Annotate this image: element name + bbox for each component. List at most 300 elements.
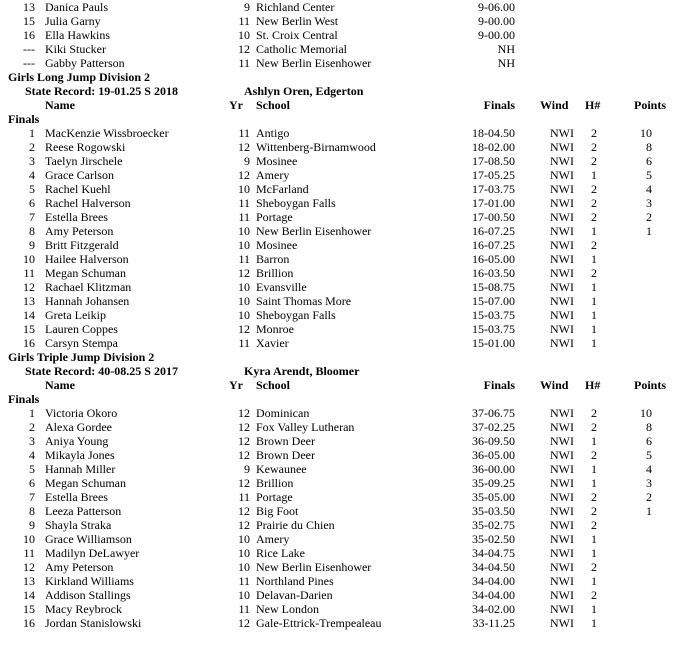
result-row — [0, 336, 675, 350]
result-row — [0, 574, 675, 588]
points: 5 — [646, 168, 652, 182]
wind: NWI — [550, 448, 574, 462]
grade-year: 9 — [244, 0, 250, 14]
wind: NWI — [550, 490, 574, 504]
final-mark: 15-01.00 — [472, 336, 515, 350]
final-mark: 16-07.25 — [472, 238, 515, 252]
heat-number: 2 — [591, 490, 597, 504]
result-row — [0, 168, 675, 182]
points: 6 — [646, 434, 652, 448]
final-mark: 35-02.50 — [472, 532, 515, 546]
result-row — [0, 546, 675, 560]
school-name: Gale-Ettrick-Trempealeau — [256, 616, 382, 630]
final-mark: 9-00.00 — [478, 28, 515, 42]
athlete-name: Estella Brees — [45, 490, 108, 504]
school-name: Evansville — [256, 280, 307, 294]
result-row — [0, 140, 675, 154]
athlete-name: Megan Schuman — [45, 476, 126, 490]
place: 11 — [23, 266, 35, 280]
grade-year: 9 — [244, 462, 250, 476]
points: 6 — [646, 154, 652, 168]
heat-number: 2 — [591, 504, 597, 518]
place: 6 — [29, 196, 35, 210]
grade-year: 11 — [238, 574, 250, 588]
school-name: Sheboygan Falls — [256, 196, 336, 210]
heat-number: 1 — [591, 532, 597, 546]
final-mark: NH — [497, 56, 515, 70]
wind: NWI — [550, 602, 574, 616]
heat-number: 1 — [591, 546, 597, 560]
athlete-name: Carsyn Stempa — [45, 336, 118, 350]
wind: NWI — [550, 420, 574, 434]
wind: NWI — [550, 574, 574, 588]
grade-year: 11 — [238, 602, 250, 616]
points: 1 — [646, 504, 652, 518]
result-row — [0, 560, 675, 574]
grade-year: 12 — [238, 266, 250, 280]
heat-number: 2 — [591, 196, 597, 210]
result-row — [0, 616, 675, 630]
school-name: Portage — [256, 210, 293, 224]
wind: NWI — [550, 476, 574, 490]
place: 3 — [29, 434, 35, 448]
school-name: Mosinee — [256, 154, 298, 168]
heat-number: 1 — [591, 616, 597, 630]
final-mark: 15-08.75 — [472, 280, 515, 294]
place: 5 — [29, 462, 35, 476]
final-mark: 9-06.00 — [478, 0, 515, 14]
result-row — [0, 322, 675, 336]
state-record — [0, 364, 675, 378]
athlete-name: Amy Peterson — [45, 560, 114, 574]
school-name: Brillion — [256, 266, 294, 280]
final-mark: 34-04.75 — [472, 546, 515, 560]
grade-year: 12 — [238, 434, 250, 448]
wind: NWI — [550, 322, 574, 336]
result-row — [0, 14, 675, 28]
school-name: Wittenberg-Birnamwood — [256, 140, 376, 154]
points: 10 — [640, 126, 652, 140]
result-row — [0, 210, 675, 224]
event-title — [0, 350, 675, 364]
heat-number: 1 — [591, 602, 597, 616]
result-row — [0, 154, 675, 168]
state-record — [0, 84, 675, 98]
heat-number: 1 — [591, 308, 597, 322]
points: 8 — [646, 140, 652, 154]
athlete-name: Greta Leikip — [45, 308, 106, 322]
header-yr: Yr — [229, 378, 243, 392]
result-row — [0, 476, 675, 490]
wind: NWI — [550, 546, 574, 560]
place: 7 — [29, 210, 35, 224]
place: 13 — [23, 294, 35, 308]
header-school: School — [256, 378, 291, 392]
grade-year: 12 — [238, 448, 250, 462]
header-wind: Wind — [540, 378, 569, 392]
athlete-name: Kirkland Williams — [45, 574, 134, 588]
heat-number: 1 — [591, 294, 597, 308]
grade-year: 10 — [238, 546, 250, 560]
athlete-name: Danica Pauls — [45, 0, 108, 14]
school-name: Monroe — [256, 322, 294, 336]
final-mark: 35-03.50 — [472, 504, 515, 518]
athlete-name: Hannah Miller — [45, 462, 116, 476]
athlete-name: Ella Hawkins — [45, 28, 110, 42]
place: 8 — [29, 224, 35, 238]
place: 11 — [23, 546, 35, 560]
result-row — [0, 252, 675, 266]
heat-number: 2 — [591, 406, 597, 420]
athlete-name: Megan Schuman — [45, 266, 126, 280]
result-row — [0, 238, 675, 252]
heat-number: 2 — [591, 518, 597, 532]
school-name: New Berlin Eisenhower — [256, 560, 372, 574]
heat-number: 1 — [591, 336, 597, 350]
school-name: Northland Pines — [256, 574, 334, 588]
final-mark: 17-01.00 — [472, 196, 515, 210]
grade-year: 10 — [238, 238, 250, 252]
round-label — [0, 392, 675, 406]
wind: NWI — [550, 196, 574, 210]
wind: NWI — [550, 126, 574, 140]
school-name: Dominican — [256, 406, 310, 420]
points: 3 — [646, 196, 652, 210]
grade-year: 11 — [238, 490, 250, 504]
state-record-mark: State Record: 19-01.25 S 2018 — [25, 84, 178, 98]
wind: NWI — [550, 182, 574, 196]
heat-number: 1 — [591, 574, 597, 588]
athlete-name: Gabby Patterson — [45, 56, 125, 70]
result-row — [0, 266, 675, 280]
points: 3 — [646, 476, 652, 490]
header-points: Points — [634, 378, 667, 392]
heat-number: 2 — [591, 154, 597, 168]
athlete-name: Hannah Johansen — [45, 294, 130, 308]
wind: NWI — [550, 560, 574, 574]
result-row — [0, 56, 675, 70]
header-school: School — [256, 98, 291, 112]
wind: NWI — [550, 224, 574, 238]
athlete-name: Alexa Gordee — [45, 420, 112, 434]
result-row — [0, 602, 675, 616]
heat-number: 2 — [591, 182, 597, 196]
school-name: Prairie du Chien — [256, 518, 335, 532]
grade-year: 11 — [238, 210, 250, 224]
school-name: New London — [256, 602, 319, 616]
athlete-name: Shayla Straka — [45, 518, 112, 532]
final-mark: 35-05.00 — [472, 490, 515, 504]
school-name: Portage — [256, 490, 293, 504]
final-mark: 37-02.25 — [472, 420, 515, 434]
heat-number: 2 — [591, 448, 597, 462]
result-row — [0, 182, 675, 196]
header-heat: H# — [585, 378, 601, 392]
grade-year: 12 — [238, 518, 250, 532]
points: 2 — [646, 210, 652, 224]
final-mark: 17-00.50 — [472, 210, 515, 224]
place: 10 — [23, 532, 35, 546]
grade-year: 12 — [238, 504, 250, 518]
event-title-text: Girls Long Jump Division 2 — [8, 70, 151, 84]
final-mark: 34-02.00 — [472, 602, 515, 616]
heat-number: 2 — [591, 560, 597, 574]
result-row — [0, 196, 675, 210]
grade-year: 12 — [238, 420, 250, 434]
final-mark: 34-04.50 — [472, 560, 515, 574]
place: --- — [23, 56, 35, 70]
heat-number: 1 — [591, 280, 597, 294]
place: 5 — [29, 182, 35, 196]
header-finals: Finals — [483, 378, 515, 392]
final-mark: 16-07.25 — [472, 224, 515, 238]
grade-year: 10 — [238, 280, 250, 294]
school-name: Barron — [256, 252, 290, 266]
grade-year: 11 — [238, 252, 250, 266]
final-mark: 15-07.00 — [472, 294, 515, 308]
grade-year: 10 — [238, 182, 250, 196]
athlete-name: Julia Garny — [45, 14, 101, 28]
final-mark: 18-02.00 — [472, 140, 515, 154]
school-name: Big Foot — [256, 504, 299, 518]
place: 2 — [29, 140, 35, 154]
heat-number: 2 — [591, 140, 597, 154]
athlete-name: Britt Fitzgerald — [45, 238, 119, 252]
grade-year: 12 — [238, 322, 250, 336]
result-row — [0, 588, 675, 602]
heat-number: 2 — [591, 266, 597, 280]
athlete-name: Taelyn Jirschele — [45, 154, 123, 168]
school-name: Amery — [256, 168, 290, 182]
wind: NWI — [550, 308, 574, 322]
school-name: Catholic Memorial — [256, 42, 347, 56]
points: 8 — [646, 420, 652, 434]
school-name: Richland Center — [256, 0, 335, 14]
grade-year: 10 — [238, 308, 250, 322]
final-mark: 17-05.25 — [472, 168, 515, 182]
final-mark: 34-04.00 — [472, 588, 515, 602]
result-row — [0, 448, 675, 462]
result-row — [0, 406, 675, 420]
place: 16 — [23, 336, 35, 350]
athlete-name: Macy Reybrock — [45, 602, 122, 616]
grade-year: 10 — [238, 560, 250, 574]
wind: NWI — [550, 154, 574, 168]
final-mark: 34-04.00 — [472, 574, 515, 588]
place: 8 — [29, 504, 35, 518]
grade-year: 12 — [238, 406, 250, 420]
grade-year: 11 — [238, 196, 250, 210]
final-mark: 36-00.00 — [472, 462, 515, 476]
final-mark: 15-03.75 — [472, 308, 515, 322]
place: 10 — [23, 252, 35, 266]
heat-number: 2 — [591, 210, 597, 224]
final-mark: 36-05.00 — [472, 448, 515, 462]
grade-year: 10 — [238, 532, 250, 546]
heat-number: 1 — [591, 252, 597, 266]
place: 14 — [23, 308, 35, 322]
grade-year: 12 — [238, 42, 250, 56]
place: 12 — [23, 560, 35, 574]
heat-number: 1 — [591, 476, 597, 490]
school-name: New Berlin West — [256, 14, 339, 28]
wind: NWI — [550, 280, 574, 294]
athlete-name: Rachel Kuehl — [45, 182, 111, 196]
place: 1 — [29, 406, 35, 420]
grade-year: 10 — [238, 224, 250, 238]
school-name: Brown Deer — [256, 448, 315, 462]
heat-number: 2 — [591, 588, 597, 602]
school-name: Saint Thomas More — [256, 294, 352, 308]
final-mark: 36-09.50 — [472, 434, 515, 448]
place: 14 — [23, 588, 35, 602]
heat-number: 1 — [591, 322, 597, 336]
school-name: Amery — [256, 532, 290, 546]
state-record-holder: Kyra Arendt, Bloomer — [244, 364, 360, 378]
header-name: Name — [45, 378, 75, 392]
heat-number: 1 — [591, 462, 597, 476]
place: 15 — [23, 14, 35, 28]
athlete-name: Victoria Okoro — [45, 406, 118, 420]
result-row — [0, 518, 675, 532]
grade-year: 12 — [238, 168, 250, 182]
place: 2 — [29, 420, 35, 434]
points: 4 — [646, 462, 652, 476]
heat-number: 1 — [591, 434, 597, 448]
points: 1 — [646, 224, 652, 238]
place: 15 — [23, 322, 35, 336]
athlete-name: Aniya Young — [45, 434, 109, 448]
wind: NWI — [550, 210, 574, 224]
wind: NWI — [550, 434, 574, 448]
points: 5 — [646, 448, 652, 462]
heat-number: 1 — [591, 168, 597, 182]
final-mark: 9-00.00 — [478, 14, 515, 28]
final-mark: 15-03.75 — [472, 322, 515, 336]
athlete-name: Grace Williamson — [45, 532, 132, 546]
place: 12 — [23, 280, 35, 294]
heat-number: 2 — [591, 238, 597, 252]
column-headers — [0, 378, 675, 392]
grade-year: 10 — [238, 28, 250, 42]
final-mark: 35-02.75 — [472, 518, 515, 532]
header-yr: Yr — [229, 98, 243, 112]
result-row — [0, 42, 675, 56]
result-row — [0, 504, 675, 518]
wind: NWI — [550, 588, 574, 602]
result-row — [0, 280, 675, 294]
result-row — [0, 28, 675, 42]
wind: NWI — [550, 504, 574, 518]
athlete-name: Addison Stallings — [45, 588, 131, 602]
points: 10 — [640, 406, 652, 420]
event-title-text: Girls Triple Jump Division 2 — [8, 350, 155, 364]
state-record-mark: State Record: 40-08.25 S 2017 — [25, 364, 178, 378]
wind: NWI — [550, 266, 574, 280]
result-row — [0, 0, 675, 14]
final-mark: NH — [497, 42, 515, 56]
place: 1 — [29, 126, 35, 140]
school-name: Brillion — [256, 476, 294, 490]
result-row — [0, 126, 675, 140]
place: 16 — [23, 28, 35, 42]
athlete-name: Kiki Stucker — [45, 42, 106, 56]
wind: NWI — [550, 462, 574, 476]
wind: NWI — [550, 406, 574, 420]
header-heat: H# — [585, 98, 601, 112]
header-wind: Wind — [540, 98, 569, 112]
result-row — [0, 420, 675, 434]
wind: NWI — [550, 532, 574, 546]
final-mark: 33-11.25 — [472, 616, 515, 630]
header-name: Name — [45, 98, 75, 112]
athlete-name: Amy Peterson — [45, 224, 114, 238]
event-title — [0, 70, 675, 84]
points: 4 — [646, 182, 652, 196]
school-name: Kewaunee — [256, 462, 307, 476]
heat-number: 2 — [591, 126, 597, 140]
grade-year: 10 — [238, 294, 250, 308]
athlete-name: Rachael Klitzman — [45, 280, 132, 294]
school-name: Brown Deer — [256, 434, 315, 448]
grade-year: 11 — [238, 126, 250, 140]
round-label — [0, 112, 675, 126]
state-record-holder: Ashlyn Oren, Edgerton — [244, 84, 364, 98]
header-points: Points — [634, 98, 667, 112]
school-name: Antigo — [256, 126, 290, 140]
athlete-name: Reese Rogowski — [45, 140, 126, 154]
result-row — [0, 294, 675, 308]
wind: NWI — [550, 294, 574, 308]
result-row — [0, 308, 675, 322]
school-name: Mosinee — [256, 238, 298, 252]
place: 4 — [29, 168, 35, 182]
place: 13 — [23, 0, 35, 14]
heat-number: 2 — [591, 420, 597, 434]
final-mark: 35-09.25 — [472, 476, 515, 490]
final-mark: 17-08.50 — [472, 154, 515, 168]
school-name: Rice Lake — [256, 546, 305, 560]
place: 7 — [29, 490, 35, 504]
school-name: Sheboygan Falls — [256, 308, 336, 322]
athlete-name: Mikayla Jones — [45, 448, 115, 462]
header-finals: Finals — [483, 98, 515, 112]
final-mark: 18-04.50 — [472, 126, 515, 140]
place: 3 — [29, 154, 35, 168]
wind: NWI — [550, 252, 574, 266]
grade-year: 9 — [244, 154, 250, 168]
result-row — [0, 224, 675, 238]
column-headers — [0, 98, 675, 112]
result-row — [0, 532, 675, 546]
athlete-name: Estella Brees — [45, 210, 108, 224]
grade-year: 12 — [238, 616, 250, 630]
school-name: Delavan-Darien — [256, 588, 333, 602]
result-row — [0, 434, 675, 448]
wind: NWI — [550, 140, 574, 154]
athlete-name: Hailee Halverson — [45, 252, 129, 266]
school-name: New Berlin Eisenhower — [256, 224, 372, 238]
grade-year: 11 — [238, 336, 250, 350]
wind: NWI — [550, 336, 574, 350]
final-mark: 17-03.75 — [472, 182, 515, 196]
grade-year: 12 — [238, 476, 250, 490]
place: 9 — [29, 238, 35, 252]
athlete-name: Rachel Halverson — [45, 196, 131, 210]
place: 6 — [29, 476, 35, 490]
result-row — [0, 490, 675, 504]
athlete-name: Grace Carlson — [45, 168, 114, 182]
